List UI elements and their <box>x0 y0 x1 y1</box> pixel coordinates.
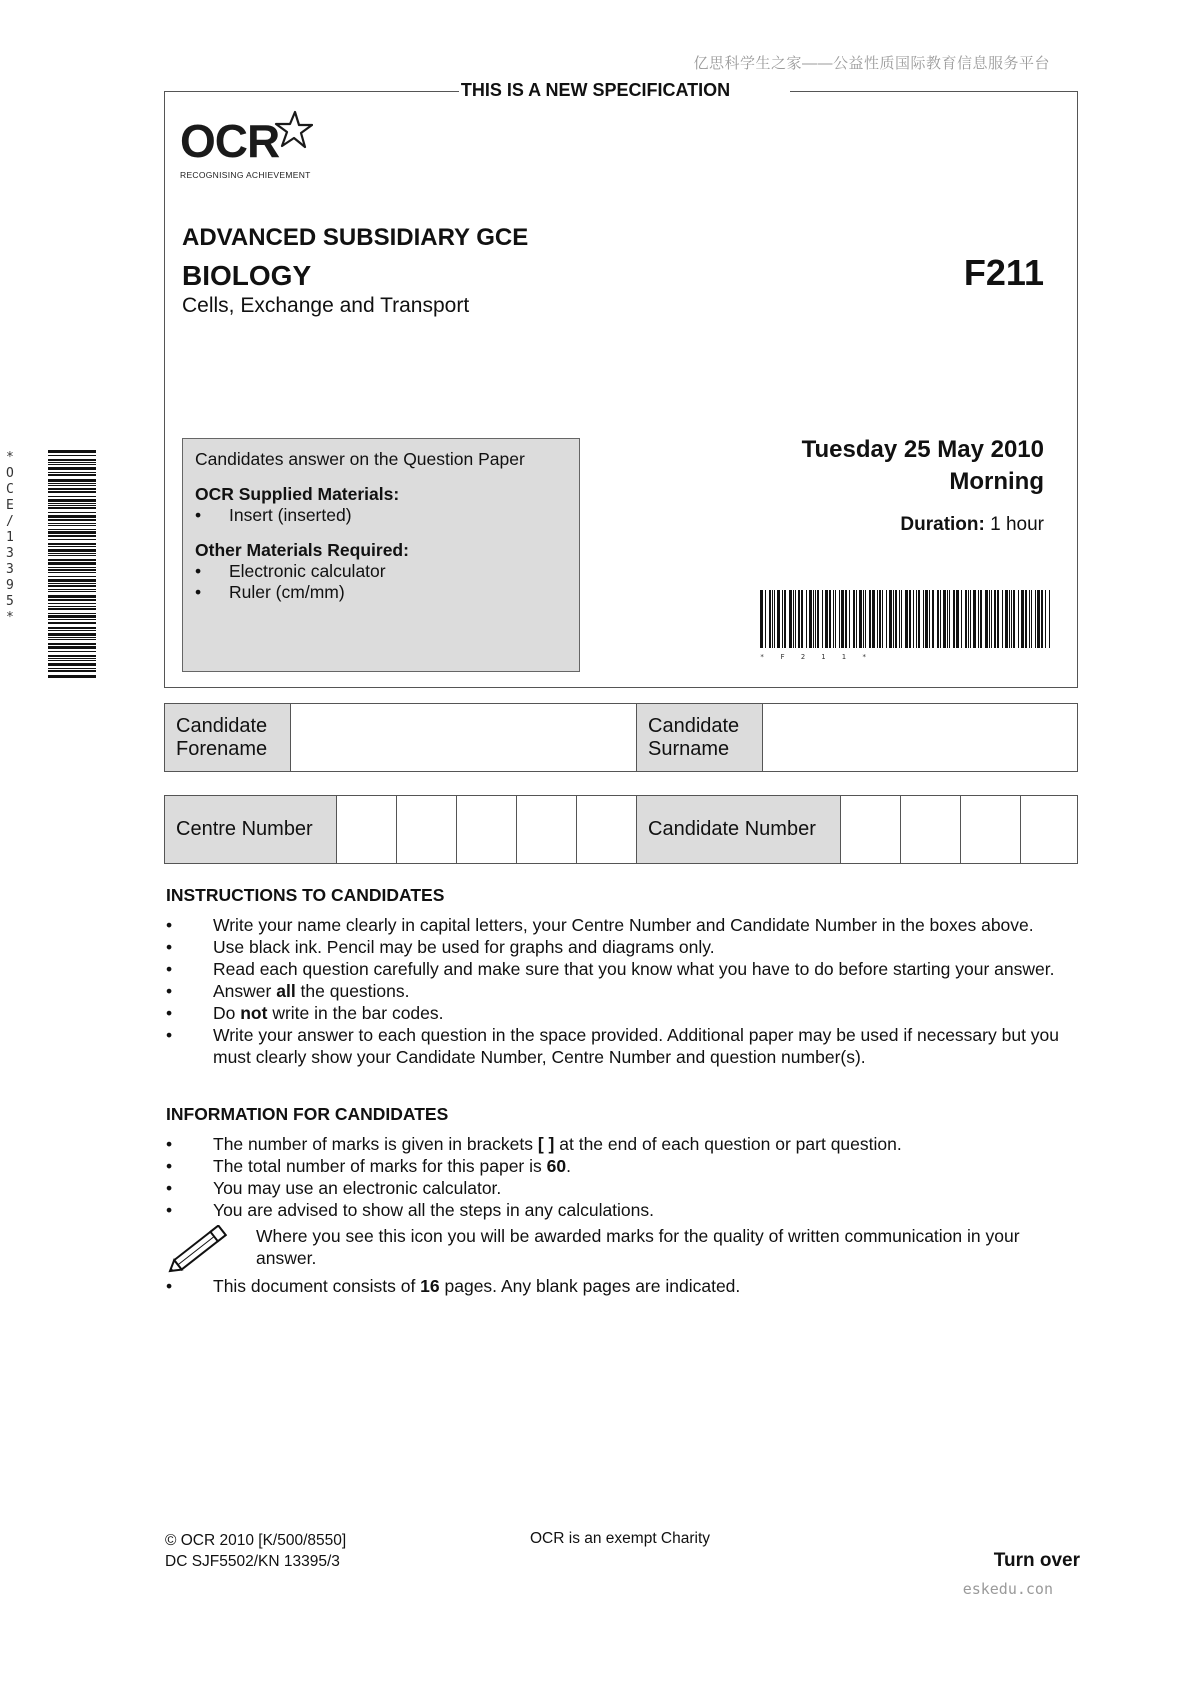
watermark-top: 亿思科学生之家——公益性质国际教育信息服务平台 <box>693 55 1050 72</box>
list-item: • Electronic calculator <box>195 561 386 581</box>
answer-note: Candidates answer on the Question Paper <box>195 449 525 469</box>
centre-number-box[interactable] <box>457 796 517 864</box>
date-text: Tuesday 25 May 2010 <box>801 436 1044 463</box>
candidate-number-box[interactable] <box>1021 796 1078 864</box>
forename-field[interactable] <box>291 704 637 772</box>
centre-number-box[interactable] <box>517 796 577 864</box>
barcode-right <box>760 590 1050 661</box>
turn-over: Turn over <box>993 1550 1080 1571</box>
pencil-icon <box>166 1225 242 1275</box>
duration <box>900 514 1044 536</box>
barcode-left <box>6 450 100 683</box>
list-item: • This document consists of 16 pages. Any blank pages are indicated. <box>166 1276 741 1296</box>
barcode-right-text: * F 2 1 1 * <box>760 653 873 661</box>
information-list <box>166 1133 1090 1297</box>
list-item: • You are advised to show all the steps in any calculations. <box>166 1200 655 1220</box>
star-icon <box>273 110 313 150</box>
supplied-heading: OCR Supplied Materials: <box>195 484 400 504</box>
reference: DC SJF5502/KN 13395/3 <box>165 1553 340 1570</box>
duration-label: Duration: <box>900 514 985 535</box>
exam-date <box>802 434 1044 498</box>
list-item: • The number of marks is given in brackets [ ] at the end of each question or part question. <box>166 1134 902 1154</box>
unit-code: F211 <box>963 252 1044 293</box>
information-heading: INFORMATION FOR CANDIDATES <box>166 1104 449 1124</box>
list-item: • Read each question carefully and make sure that you know what you have to do before starting your answer. <box>166 959 1055 979</box>
copyright: © OCR 2010 [K/500/8550] <box>165 1532 347 1549</box>
list-item: • Do not write in the bar codes. <box>166 1003 444 1023</box>
duration-value: 1 hour <box>990 514 1044 535</box>
list-item: • Insert (inserted) <box>195 505 352 525</box>
list-item: • The total number of marks for this paper is 60. <box>166 1156 571 1176</box>
instructions-heading: INSTRUCTIONS TO CANDIDATES <box>166 885 445 905</box>
candidate-number-box[interactable] <box>841 796 901 864</box>
centre-number-label: Centre Number <box>165 796 337 864</box>
qualification: ADVANCED SUBSIDIARY GCE <box>182 224 529 251</box>
centre-number-box[interactable] <box>577 796 637 864</box>
surname-field[interactable] <box>763 704 1078 772</box>
barcode-left-text: * O C E / 1 3 3 9 5 * <box>6 450 14 625</box>
candidate-number-box[interactable] <box>901 796 961 864</box>
list-item: • You may use an electronic calculator. <box>166 1178 502 1198</box>
logo-tagline: RECOGNISING ACHIEVEMENT <box>180 170 311 180</box>
centre-number-box[interactable] <box>337 796 397 864</box>
ocr-logo <box>180 115 313 180</box>
candidate-number-box[interactable] <box>961 796 1021 864</box>
forename-label: Candidate Forename <box>165 704 291 772</box>
logo-text: OCR <box>180 115 280 167</box>
instructions-list <box>166 914 1090 1068</box>
other-heading: Other Materials Required: <box>195 540 409 560</box>
list-item: • Write your name clearly in capital letters, your Centre Number and Candidate Number in the boxes above. <box>166 915 1034 935</box>
list-item: • Ruler (cm/mm) <box>195 582 345 602</box>
candidate-number-table <box>164 795 1078 864</box>
list-item: • Write your answer to each question in the space provided. Additional paper may be used if necessary but you must clearly show your Candidate Number, Centre Number and question number(s). <box>166 1025 1060 1067</box>
surname-label: Candidate Surname <box>637 704 763 772</box>
subject: BIOLOGY <box>182 260 312 291</box>
materials-box <box>182 438 580 672</box>
qwc-note: Where you see this icon you will be awarded marks for the quality of written communication in your answer. <box>256 1226 1020 1268</box>
list-item: • Use black ink. Pencil may be used for graphs and diagrams only. <box>166 937 715 957</box>
session-text: Morning <box>949 468 1044 495</box>
unit-title: Cells, Exchange and Transport <box>182 294 470 317</box>
footer-left <box>165 1530 346 1572</box>
charity-note: OCR is an exempt Charity <box>530 1530 711 1547</box>
qwc-item <box>166 1225 1090 1275</box>
list-item: • Answer all the questions. <box>166 981 410 1001</box>
watermark-bottom: eskedu.con <box>962 1580 1053 1598</box>
spec-notice: THIS IS A NEW SPECIFICATION <box>460 80 731 100</box>
candidate-number-label: Candidate Number <box>637 796 841 864</box>
centre-number-box[interactable] <box>397 796 457 864</box>
candidate-name-table <box>164 703 1078 772</box>
